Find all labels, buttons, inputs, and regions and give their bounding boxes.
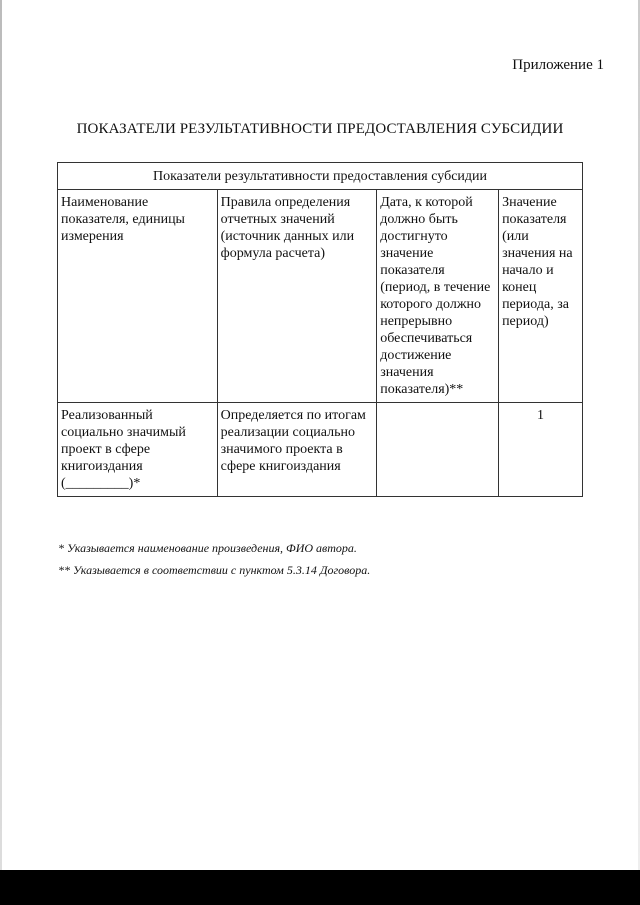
appendix-label: Приложение 1 (512, 57, 604, 73)
header-indicator-name: Наименование показателя, единицы измерения (58, 190, 218, 403)
table-row (58, 403, 583, 497)
scan-bottom-bar (0, 870, 640, 905)
indicators-table (57, 162, 583, 497)
footnotes (58, 540, 370, 584)
table-header-row (58, 190, 583, 403)
cell-value: 1 (499, 403, 583, 497)
page-title: ПОКАЗАТЕЛИ РЕЗУЛЬТАТИВНОСТИ ПРЕДОСТАВЛЕНИЯ СУБСИДИИ (76, 121, 564, 137)
footnote-2: ** Указывается в соответствии с пунктом 5.3.14 Договора. (58, 563, 371, 577)
table-caption: Показатели результативности предоставления субсидии (58, 163, 583, 190)
cell-indicator-name: Реализованный социально значимый проект в сфере книгоиздания (_________)* (58, 403, 218, 497)
cell-date (377, 403, 499, 497)
cell-rules: Определяется по итогам реализации социально значимого проекта в сфере книгоиздания (217, 403, 377, 497)
header-rules: Правила определения отчетных значений (источник данных или формула расчета) (217, 190, 377, 403)
header-date: Дата, к которой должно быть достигнуто значение показателя (период, в течение которого должно непрерывно обеспечиваться достижение значения показателя)** (377, 190, 499, 403)
table-caption-row (58, 163, 583, 190)
header-value: Значение показателя (или значения на начало и конец периода, за период) (499, 190, 583, 403)
footnote-1: * Указывается наименование произведения, ФИО автора. (58, 541, 357, 555)
